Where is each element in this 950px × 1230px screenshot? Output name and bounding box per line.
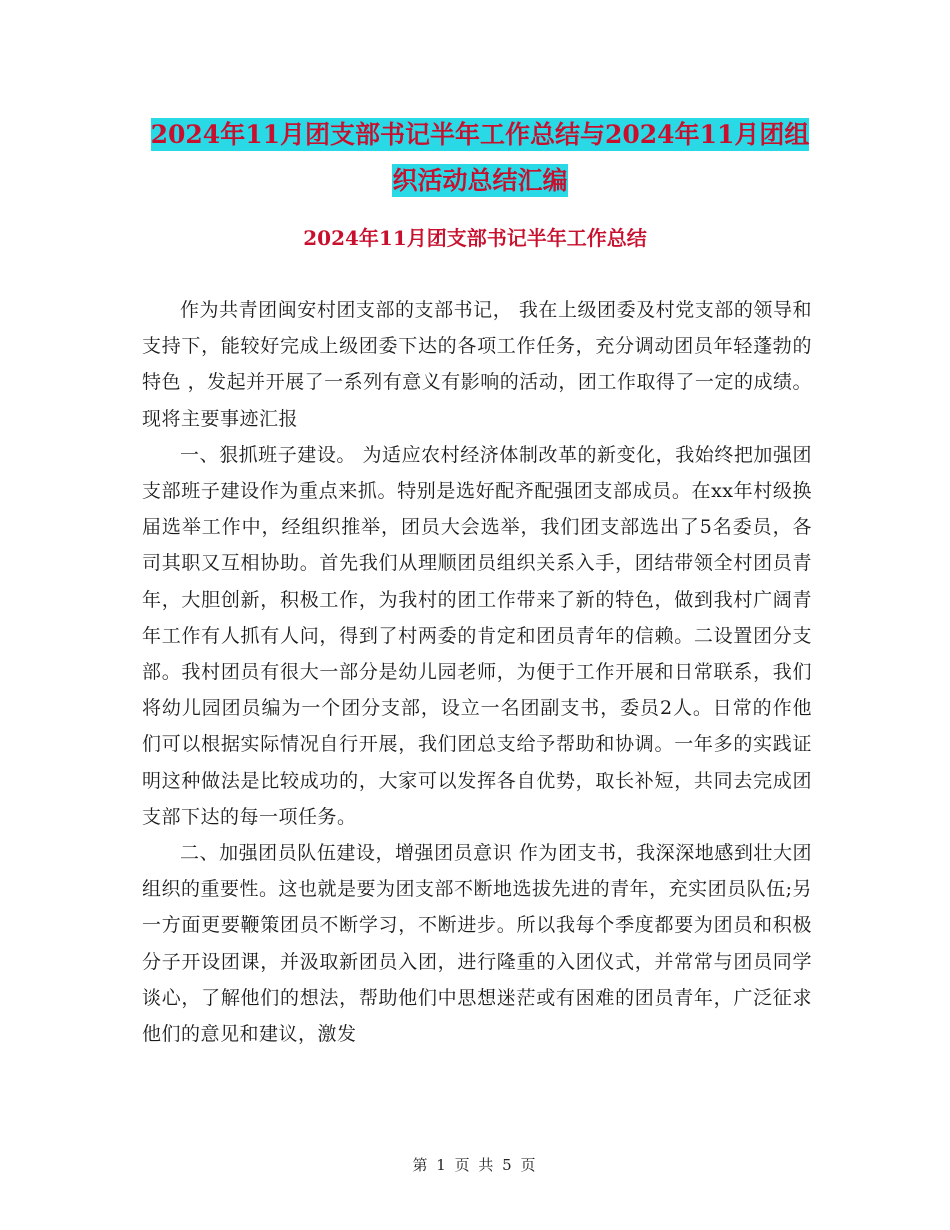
section-heading: 2024年11月团支部书记半年工作总结 xyxy=(303,226,647,250)
page-footer: 第 1 页 共 5 页 xyxy=(412,1156,538,1174)
document-body xyxy=(142,292,812,1052)
paragraph-member-building: 二、加强团员队伍建设，增强团员意识 作为团支书，我深深地感到壮大团组织的重要性。这也就是要为团支部不断地选拔先进的青年，充实团员队伍;另一方面更要鞭策团员不断学习，不断进步。所以我每个季度都要为团员和积极分子开设团课，并汲取新团员入团，进行隆重的入团仪式，并常常与团员同学谈心，了解他们的想法，帮助他们中思想迷茫或有困难的团员青年，广泛征求他们的意见和建议，激发 xyxy=(142,842,812,1046)
paragraph-intro: 作为共青团闽安村团支部的支部书记， 我在上级团委及村党支部的领导和支持下，能较好完成上级团委下达的各项工作任务，充分调动团员年轻蓬勃的特色 ，发起并开展了一系列有意义有影响的活动，团工作取得了一定的成绩。现将主要事迹汇报 xyxy=(142,299,812,430)
paragraph-team-building: 一、狠抓班子建设。 为适应农村经济体制改革的新变化，我始终把加强团支部班子建设作为重点来抓。特别是选好配齐配强团支部成员。在xx年村级换届选举工作中，经组织推举，团员大会选举，我们团支部选出了5名委员，各司其职又互相协助。首先我们从理顺团员组织关系入手，团结带领全村团员青年，大胆创新，积极工作，为我村的团工作带来了新的特色，做到我村广阔青年工作有人抓有人问，得到了村两委的肯定和团员青年的信赖。二设置团分支部。我村团员有很大一部分是幼儿园老师，为便于工作开展和日常联系，我们将幼儿园团员编为一个团分支部，设立一名团副支书，委员2人。日常的作他们可以根据实际情况自行开展，我们团总支给予帮助和协调。一年多的实践证明这种做法是比较成功的，大家可以发挥各自优势，取长补短，共同去完成团支部下达的每一项任务。 xyxy=(142,443,812,828)
document-title xyxy=(150,112,810,204)
document-title-text: 2024年11月团支部书记半年工作总结与2024年11月团组织活动总结汇编 xyxy=(150,120,810,195)
